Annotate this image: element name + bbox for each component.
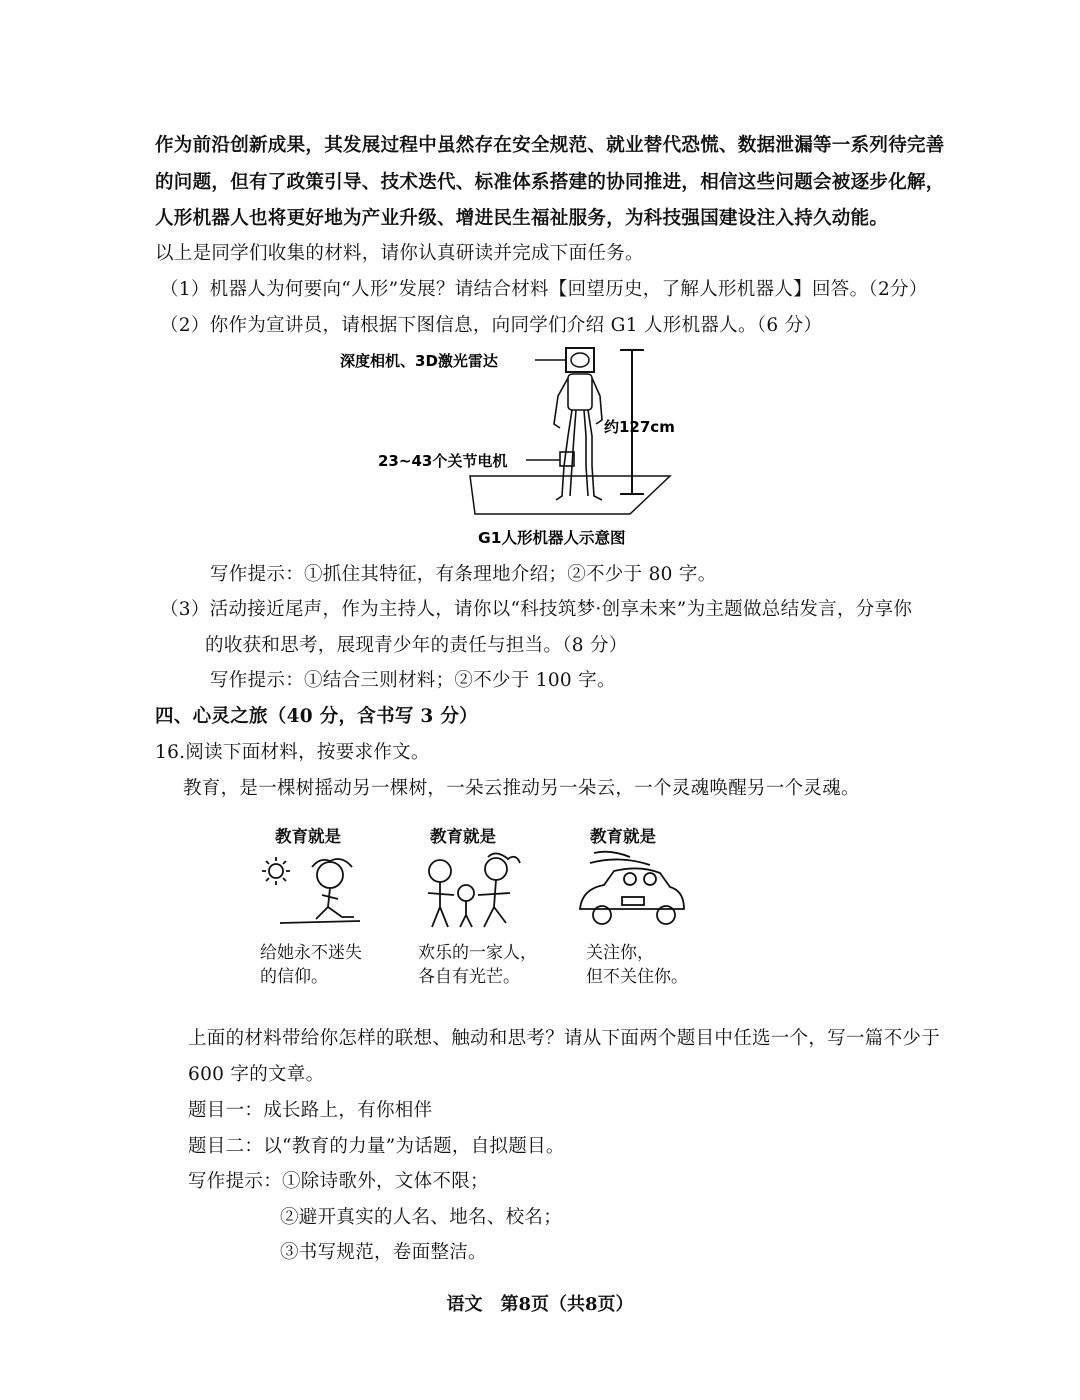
task-3-line-2: 的收获和思考，展现青少年的责任与担当。（8 分） xyxy=(205,635,628,656)
prompt-hint-3: ③书写规范，卷面整洁。 xyxy=(280,1242,487,1263)
passage-line-1: 作为前沿创新成果，其发展过程中虽然存在安全规范、就业替代恐慌、数据泄漏等一系列待完善 xyxy=(155,135,945,156)
family-drawing xyxy=(428,853,520,927)
cartoon-1-title: 教育就是 xyxy=(275,827,341,846)
task-2-hint: 写作提示：①抓住其特征，有条理地介绍；②不少于 80 字。 xyxy=(210,564,717,585)
question-16: 16.阅读下面材料，按要求作文。 xyxy=(155,742,430,763)
prompt-line-1: 上面的材料带给你怎样的联想、触动和思考？请从下面两个题目中任选一个，写一篇不少于 xyxy=(188,1028,941,1049)
passage-line-2: 的问题，但有了政策引导、技术迭代、标准体系搭建的协同推进，相信这些问题会被逐步化解， xyxy=(155,172,945,193)
page-footer: 语文 第8页（共8页） xyxy=(446,1294,634,1315)
task-1: （1）机器人为何要向“人形”发展？请结合材料【回望历史，了解人形机器人】回答。（2分） xyxy=(160,279,928,300)
sensor-head-box xyxy=(566,348,594,372)
robot-head xyxy=(571,353,589,367)
cartoon-strip xyxy=(230,815,750,995)
height-label: 约127cm xyxy=(604,418,675,436)
cartoon-1-text: 给她永不迷失 的信仰。 xyxy=(260,943,362,987)
education-quote: 教育，是一棵树摇动另一棵树，一朵云推动另一朵云，一个灵魂唤醒另一个灵魂。 xyxy=(183,778,860,799)
section-4-heading: 四、心灵之旅（40 分，含书写 3 分） xyxy=(155,706,478,727)
robot-body xyxy=(554,374,602,500)
topic-2: 题目二：以“教育的力量”为话题，自拟题目。 xyxy=(188,1136,565,1157)
task-2: （2）你作为宣讲员，请根据下图信息，向同学们介绍 G1 人形机器人。（6 分） xyxy=(160,315,823,336)
task-3-hint: 写作提示：①结合三则材料；②不少于 100 字。 xyxy=(210,670,616,691)
sun-girl-drawing xyxy=(262,857,360,923)
robot-diagram-svg xyxy=(330,336,730,556)
car-drawing xyxy=(580,852,684,924)
prompt-hint-1: 写作提示：①除诗歌外，文体不限； xyxy=(188,1171,489,1192)
robot-figure-caption: G1人形机器人示意图 xyxy=(478,529,626,547)
sensors-label: 深度相机、3D激光雷达 xyxy=(340,352,498,370)
topic-1: 题目一：成长路上，有你相伴 xyxy=(188,1100,433,1121)
robot-diagram xyxy=(330,336,730,556)
prompt-hint-2: ②避开真实的人名、地名、校名； xyxy=(280,1207,563,1228)
cartoon-3-text: 关注你， 但不关住你。 xyxy=(586,943,688,987)
cartoon-2-title: 教育就是 xyxy=(430,827,496,846)
cartoon-2-text: 欢乐的一家人， 各自有光芒。 xyxy=(418,943,537,987)
prompt-line-2: 600 字的文章。 xyxy=(188,1064,325,1085)
cartoon-drawings xyxy=(230,849,750,939)
task-3-line-1: （3）活动接近尾声，作为主持人，请你以“科技筑梦·创享未来”为主题做总结发言，分享你 xyxy=(160,599,913,620)
cartoon-3-title: 教育就是 xyxy=(590,827,656,846)
materials-intro: 以上是同学们收集的材料，请你认真研读并完成下面任务。 xyxy=(155,243,644,264)
joints-label: 23~43个关节电机 xyxy=(378,452,508,470)
passage-line-3: 人形机器人也将更好地为产业升级、增进民生福祉服务，为科技强国建设注入持久动能。 xyxy=(155,208,889,229)
